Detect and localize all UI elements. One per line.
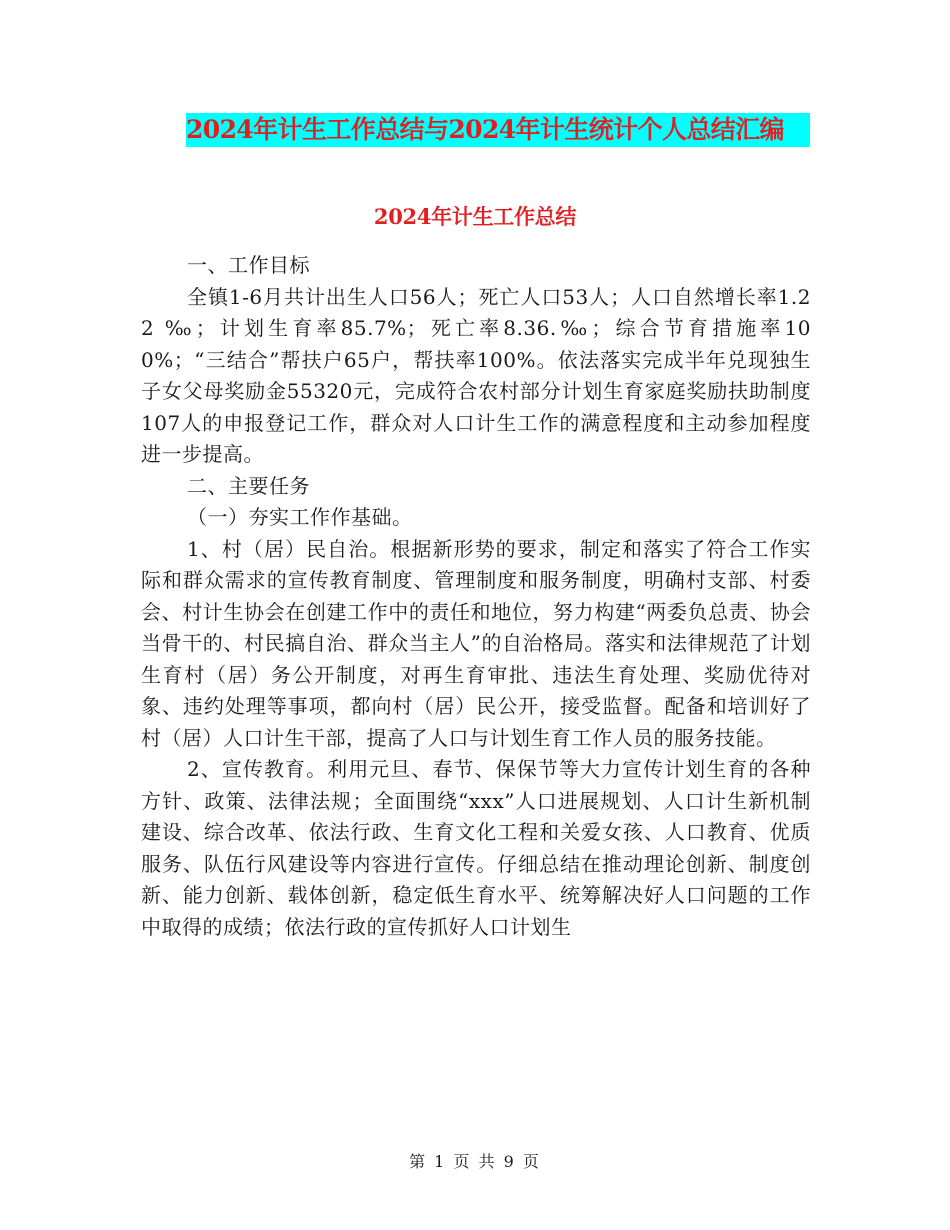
subheading-foundation: （一）夯实工作作基础。 (187, 505, 413, 529)
paragraph-goals-statistics: 全镇1-6月共计出生人口56人；死亡人口53人；人口自然增长率1.22 ‰；计划生育率85.7%；死亡率8.36.‰；综合节育措施率100%；“三结合”帮扶户65户，帮扶率100%。依法落实完成半年兑现独生子女父母奖励金55320元，完成符合农村部分计划生育家庭奖励扶助制度107人的申报登记工作，群众对人口计生工作的满意程度和主动参加程度进一步提高。 (141, 284, 811, 466)
paragraph-village-autonomy: 1、村（居）民自治。根据新形势的要求，制定和落实了符合工作实际和群众需求的宣传教育制度、管理制度和服务制度，明确村支部、村委会、村计生协会在创建工作中的责任和地位，努力构建“两委负总责、协会当骨干的、村民搞自治、群众当主人”的自治格局。落实和法律规范了计划生育村（居）务公开制度，对再生育审批、违法生育处理、奖励优待对象、违约处理等事项，都向村（居）民公开，接受监督。配备和培训好了村（居）人口计生干部，提高了人口与计划生育工作人员的服务技能。 (141, 536, 811, 750)
heading-main-tasks: 二、主要任务 (187, 473, 310, 498)
page-footer: 第 1 页 共 9 页 (409, 1152, 541, 1171)
section-title: 2024年计生工作总结 (373, 204, 577, 229)
heading-work-goals: 一、工作目标 (187, 253, 310, 277)
paragraph-publicity-education: 2、宣传教育。利用元旦、春节、保保节等大力宣传计划生育的各种方针、政策、法律法规；全面围绕“xxx”人口进展规划、人口计生新机制建设、综合改革、依法行政、生育文化工程和关爱女孩、人口教育、优质服务、队伍行风建设等内容进行宣传。仔细总结在推动理论创新、制度创新、能力创新、载体创新，稳定低生育水平、统筹解决好人口问题的工作中取得的成绩；依法行政的宣传抓好人口计划生 (141, 757, 811, 939)
document-body (141, 250, 811, 943)
document-main-title: 2024年计生工作总结与2024年计生统计个人总结汇编 (186, 113, 810, 147)
